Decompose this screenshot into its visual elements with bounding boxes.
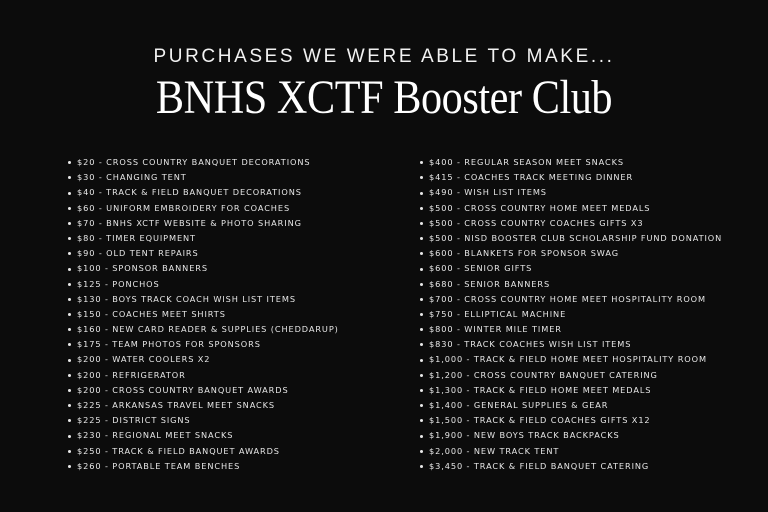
- purchase-item: $70 - BNHS XCTF WEBSITE & PHOTO SHARING: [66, 216, 406, 231]
- purchase-item: $200 - CROSS COUNTRY BANQUET AWARDS: [66, 383, 406, 398]
- page-subtitle: PURCHASES WE WERE ABLE TO MAKE...: [153, 46, 615, 67]
- purchase-item: $600 - BLANKETS FOR SPONSOR SWAG: [418, 246, 758, 261]
- purchase-item: $415 - COACHES TRACK MEETING DINNER: [418, 170, 758, 185]
- page-title: BNHS XCTF Booster Club: [155, 71, 613, 124]
- purchase-item: $750 - ELLIPTICAL MACHINE: [418, 307, 758, 322]
- purchase-item: $250 - TRACK & FIELD BANQUET AWARDS: [66, 444, 406, 459]
- purchase-item: $175 - TEAM PHOTOS FOR SPONSORS: [66, 337, 406, 352]
- purchase-item: $80 - TIMER EQUIPMENT: [66, 231, 406, 246]
- purchases-list-left: [66, 155, 406, 474]
- purchase-item: $1,400 - GENERAL SUPPLIES & GEAR: [418, 398, 758, 413]
- purchase-item: $200 - WATER COOLERS X2: [66, 352, 406, 367]
- purchase-item: $125 - PONCHOS: [66, 277, 406, 292]
- purchase-item: $1,500 - TRACK & FIELD COACHES GIFTS X12: [418, 413, 758, 428]
- purchase-item: $40 - TRACK & FIELD BANQUET DECORATIONS: [66, 185, 406, 200]
- purchase-item: $800 - WINTER MILE TIMER: [418, 322, 758, 337]
- purchase-item: $400 - REGULAR SEASON MEET SNACKS: [418, 155, 758, 170]
- purchase-item: $680 - SENIOR BANNERS: [418, 277, 758, 292]
- purchase-item: $1,900 - NEW BOYS TRACK BACKPACKS: [418, 428, 758, 443]
- purchase-item: $130 - BOYS TRACK COACH WISH LIST ITEMS: [66, 292, 406, 307]
- purchase-item: $100 - SPONSOR BANNERS: [66, 261, 406, 276]
- purchase-item: $200 - REFRIGERATOR: [66, 368, 406, 383]
- purchase-item: $90 - OLD TENT REPAIRS: [66, 246, 406, 261]
- purchase-item: $1,000 - TRACK & FIELD HOME MEET HOSPITALITY ROOM: [418, 352, 758, 367]
- purchase-item: $500 - NISD BOOSTER CLUB SCHOLARSHIP FUND DONATION: [418, 231, 758, 246]
- purchase-item: $225 - ARKANSAS TRAVEL MEET SNACKS: [66, 398, 406, 413]
- purchase-item: $500 - CROSS COUNTRY COACHES GIFTS X3: [418, 216, 758, 231]
- purchase-item: $20 - CROSS COUNTRY BANQUET DECORATIONS: [66, 155, 406, 170]
- purchase-item: $160 - NEW CARD READER & SUPPLIES (CHEDDARUP): [66, 322, 406, 337]
- purchase-item: $230 - REGIONAL MEET SNACKS: [66, 428, 406, 443]
- purchase-item: $830 - TRACK COACHES WISH LIST ITEMS: [418, 337, 758, 352]
- purchase-item: $60 - UNIFORM EMBROIDERY FOR COACHES: [66, 201, 406, 216]
- purchase-item: $3,450 - TRACK & FIELD BANQUET CATERING: [418, 459, 758, 474]
- purchase-item: $700 - CROSS COUNTRY HOME MEET HOSPITALITY ROOM: [418, 292, 758, 307]
- purchase-item: $2,000 - NEW TRACK TENT: [418, 444, 758, 459]
- purchase-item: $600 - SENIOR GIFTS: [418, 261, 758, 276]
- purchases-list-right: [418, 155, 758, 474]
- purchase-item: $1,200 - CROSS COUNTRY BANQUET CATERING: [418, 368, 758, 383]
- purchase-item: $490 - WISH LIST ITEMS: [418, 185, 758, 200]
- purchase-item: $260 - PORTABLE TEAM BENCHES: [66, 459, 406, 474]
- purchase-item: $225 - DISTRICT SIGNS: [66, 413, 406, 428]
- purchase-item: $30 - CHANGING TENT: [66, 170, 406, 185]
- purchase-item: $500 - CROSS COUNTRY HOME MEET MEDALS: [418, 201, 758, 216]
- purchase-item: $150 - COACHES MEET SHIRTS: [66, 307, 406, 322]
- purchase-item: $1,300 - TRACK & FIELD HOME MEET MEDALS: [418, 383, 758, 398]
